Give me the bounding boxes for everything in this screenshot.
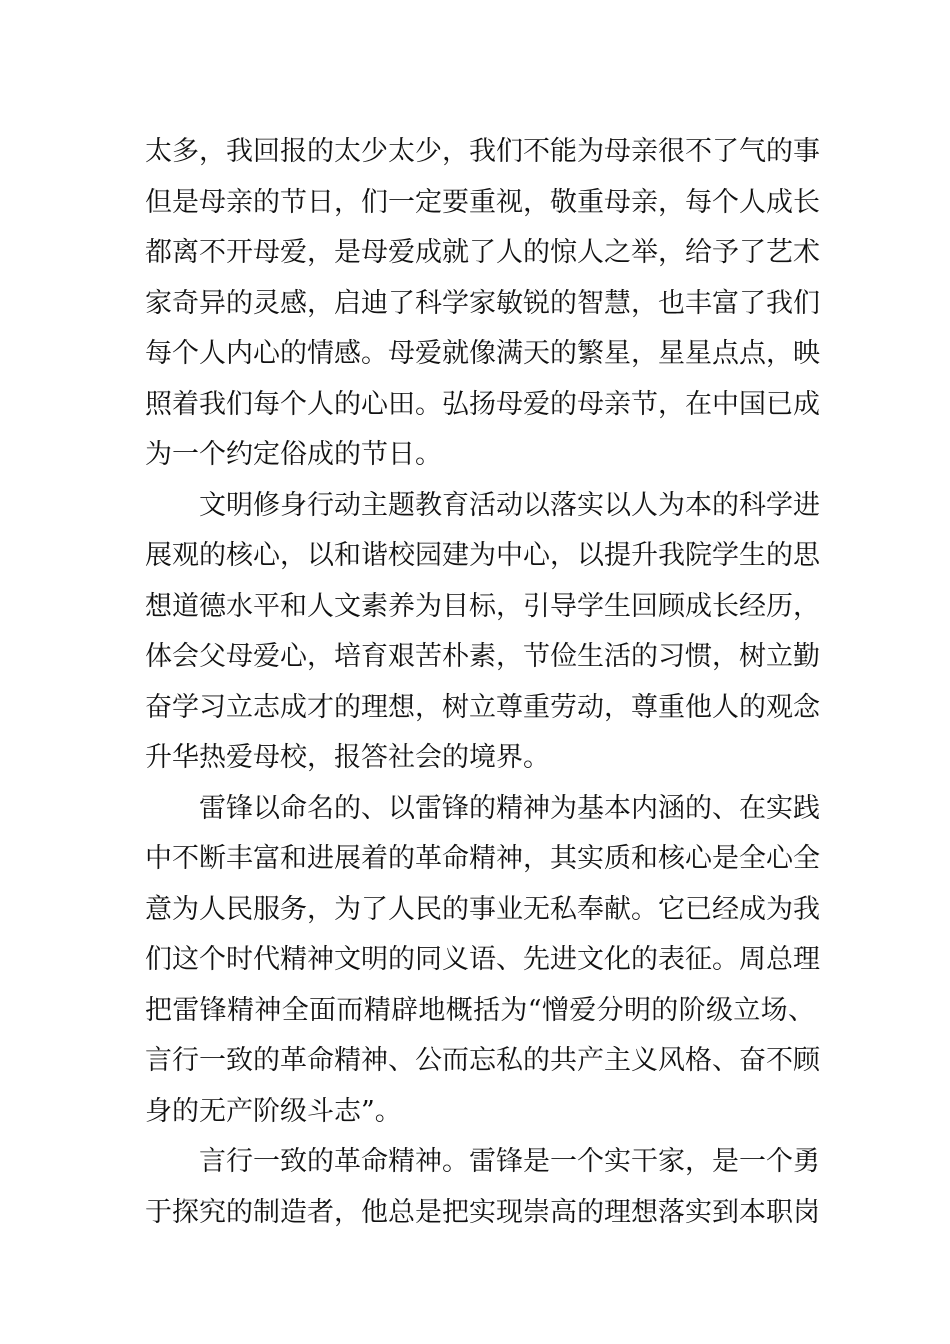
text-line: 言行一致的革命精神、公而忘私的共产主义风格、奋不顾	[145, 1045, 820, 1076]
paragraph	[145, 784, 820, 1138]
text-line: 们这个时代精神文明的同义语、先进文化的表征。周总理	[145, 944, 820, 975]
text-line: 家奇异的灵感，启迪了科学家敏锐的智慧，也丰富了我们	[145, 287, 820, 319]
paragraph	[145, 481, 820, 784]
text-line: 升华热爱母校，报答社会的境界。	[145, 742, 550, 773]
paragraph	[145, 1137, 820, 1238]
document-body	[145, 127, 820, 1238]
text-line: 奋学习立志成才的理想，树立尊重劳动，尊重他人的观念	[145, 691, 820, 723]
text-line: 中不断丰富和进展着的革命精神，其实质和核心是全心全	[145, 843, 820, 874]
text-line: 展观的核心，以和谐校园建为中心，以提升我院学生的思	[145, 540, 820, 571]
text-line: 言行一致的革命精神。雷锋是一个实干家，是一个勇	[199, 1146, 820, 1177]
text-line: 雷锋以命名的、以雷锋的精神为基本内涵的、在实践	[199, 792, 820, 824]
text-line: 文明修身行动主题教育活动以落实以人为本的科学进	[199, 489, 820, 521]
text-line: 为一个约定俗成的节日。	[145, 439, 442, 470]
text-line: 体会父母爱心，培育艰苦朴素，节俭生活的习惯，树立勤	[145, 641, 820, 672]
text-line: 太多，我回报的太少太少，我们不能为母亲很不了气的事	[145, 136, 820, 167]
text-line: 每个人内心的情感。母爱就像满天的繁星，星星点点，映	[145, 338, 820, 369]
text-line: 于探究的制造者，他总是把实现崇高的理想落实到本职岗	[145, 1196, 820, 1228]
text-line: 都离不开母爱，是母爱成就了人的惊人之举，给予了艺术	[145, 237, 820, 268]
text-line: 把雷锋精神全面而精辟地概括为“憎爱分明的阶级立场、	[145, 994, 815, 1026]
text-line: 想道德水平和人文素养为目标，引导学生回顾成长经历，	[145, 590, 820, 622]
text-line: 意为人民服务，为了人民的事业无私奉献。它已经成为我	[145, 893, 820, 925]
text-line: 照着我们每个人的心田。弘扬母爱的母亲节，在中国已成	[145, 388, 820, 420]
paragraph	[145, 127, 820, 481]
text-line: 但是母亲的节日，们一定要重视，敬重母亲，每个人成长	[145, 186, 820, 218]
text-line: 身的无产阶级斗志”。	[145, 1095, 402, 1127]
